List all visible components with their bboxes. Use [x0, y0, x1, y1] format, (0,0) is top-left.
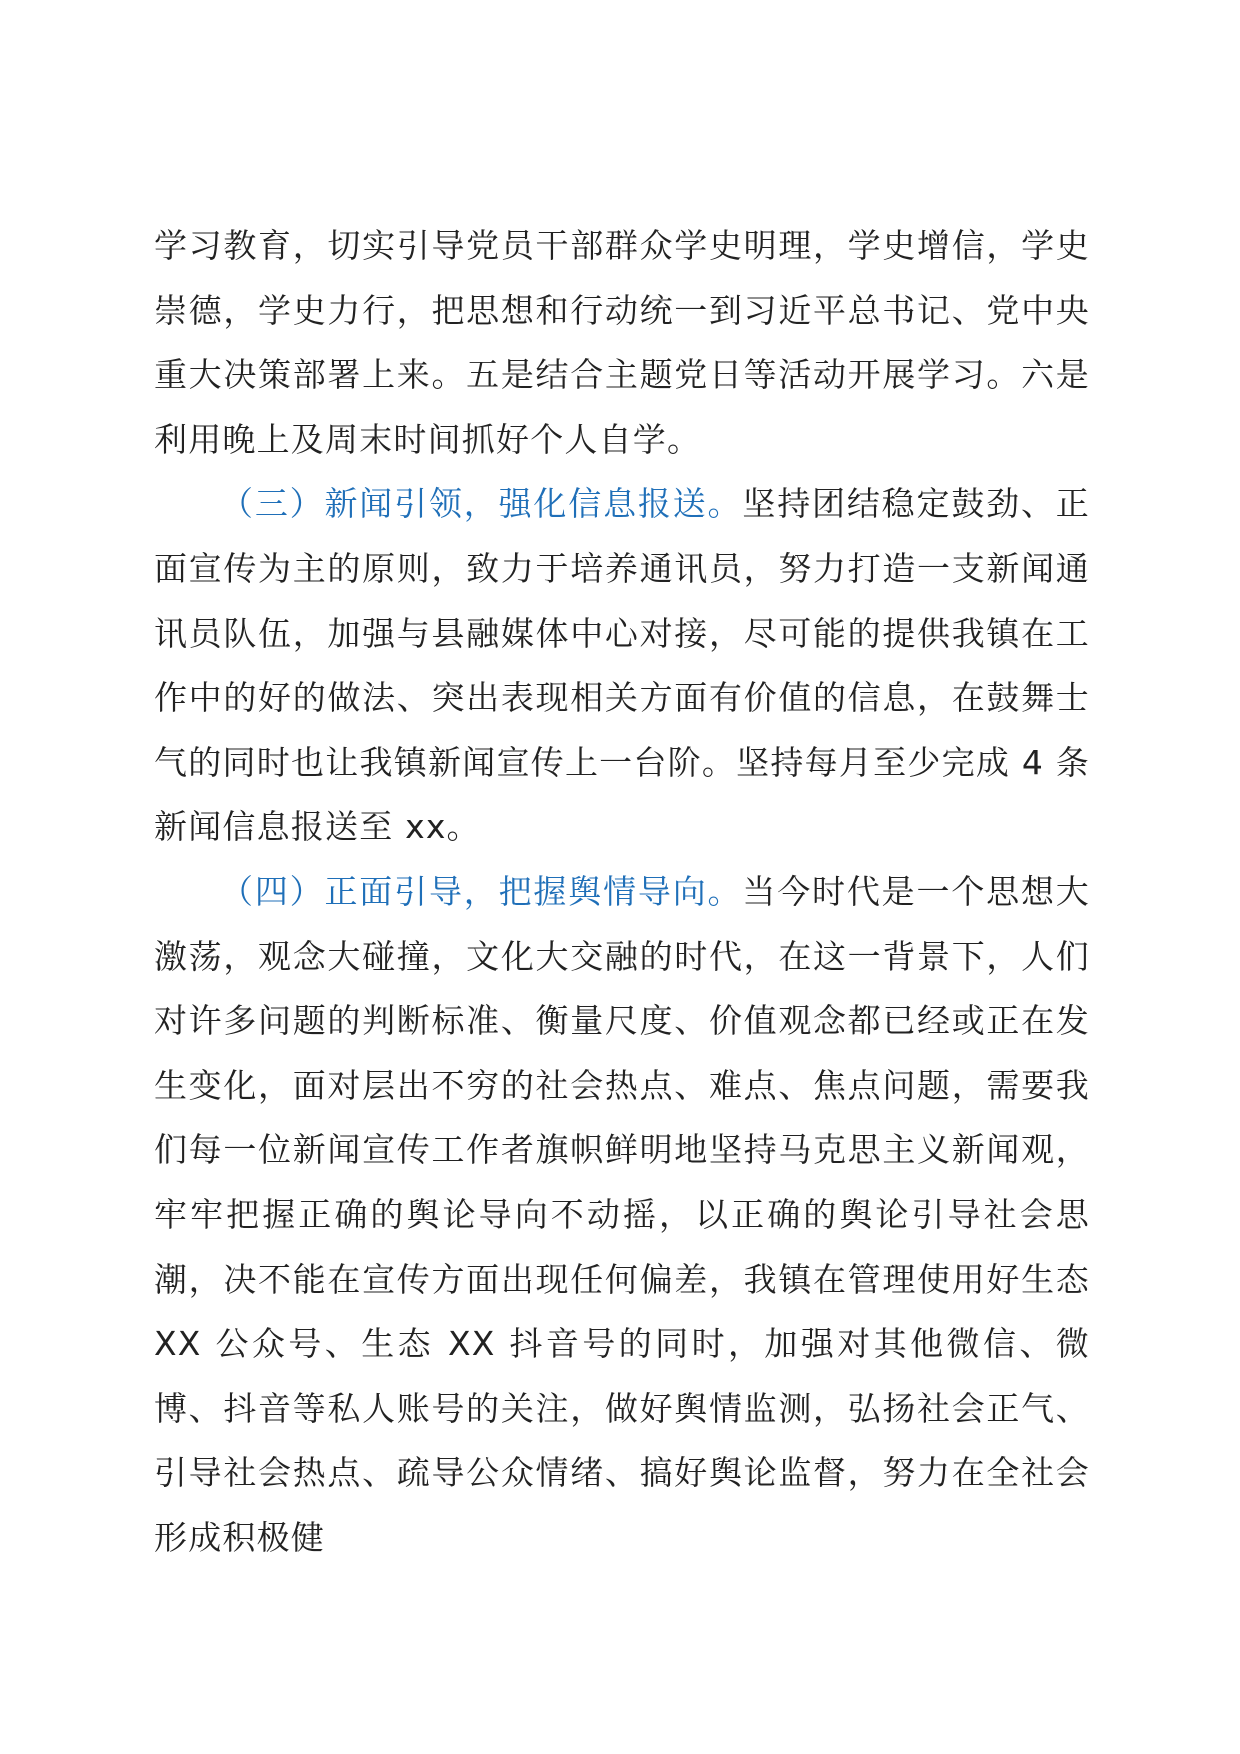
paragraph-body: 坚持团结稳定鼓劲、正面宣传为主的原则，致力于培养通讯员，努力打造一支新闻通讯员队伍，加强与县融媒体中心对接，尽可能的提供我镇在工作中的好的做法、突出表现相关方面有价值的信息，在鼓舞士气的同时也让我镇新闻宣传上一台阶。坚持每月至少完成 4 条新闻信息报送至 xx。: [154, 484, 1090, 847]
paragraph-body: 当今时代是一个思想大激荡，观念大碰撞，文化大交融的时代，在这一背景下，人们对许多问题的判断标准、衡量尺度、价值观念都已经或正在发生变化，面对层出不穷的社会热点、难点、焦点问题，需要我们每一位新闻宣传工作者旗帜鲜明地坚持马克思主义新闻观，牢牢把握正确的舆论导向不动摇，以正确的舆论引导社会思潮，决不能在宣传方面出现任何偏差，我镇在管理使用好生态 XX 公众号、生态 XX 抖音号的同时，加强对其他微信、微博、抖音等私人账号的关注，做好舆情监测，弘扬社会正气、引导社会热点、疏导公众情绪、搞好舆论监督，努力在全社会形成积极健: [154, 871, 1090, 1557]
paragraph-continuation: [154, 214, 1090, 472]
paragraph-body: 学习教育，切实引导党员干部群众学史明理，学史增信，学史崇德，学史力行，把思想和行动统一到习近平总书记、党中央重大决策部署上来。五是结合主题党日等活动开展学习。六是利用晚上及周末时间抓好个人自学。: [154, 226, 1090, 459]
paragraph-public-opinion: [154, 860, 1090, 1571]
section-heading-4: （四）正面引导，把握舆情导向。: [220, 871, 743, 911]
section-heading-3: （三）新闻引领，强化信息报送。: [220, 484, 743, 524]
document-page: [154, 214, 1090, 1570]
paragraph-news-reporting: [154, 472, 1090, 860]
